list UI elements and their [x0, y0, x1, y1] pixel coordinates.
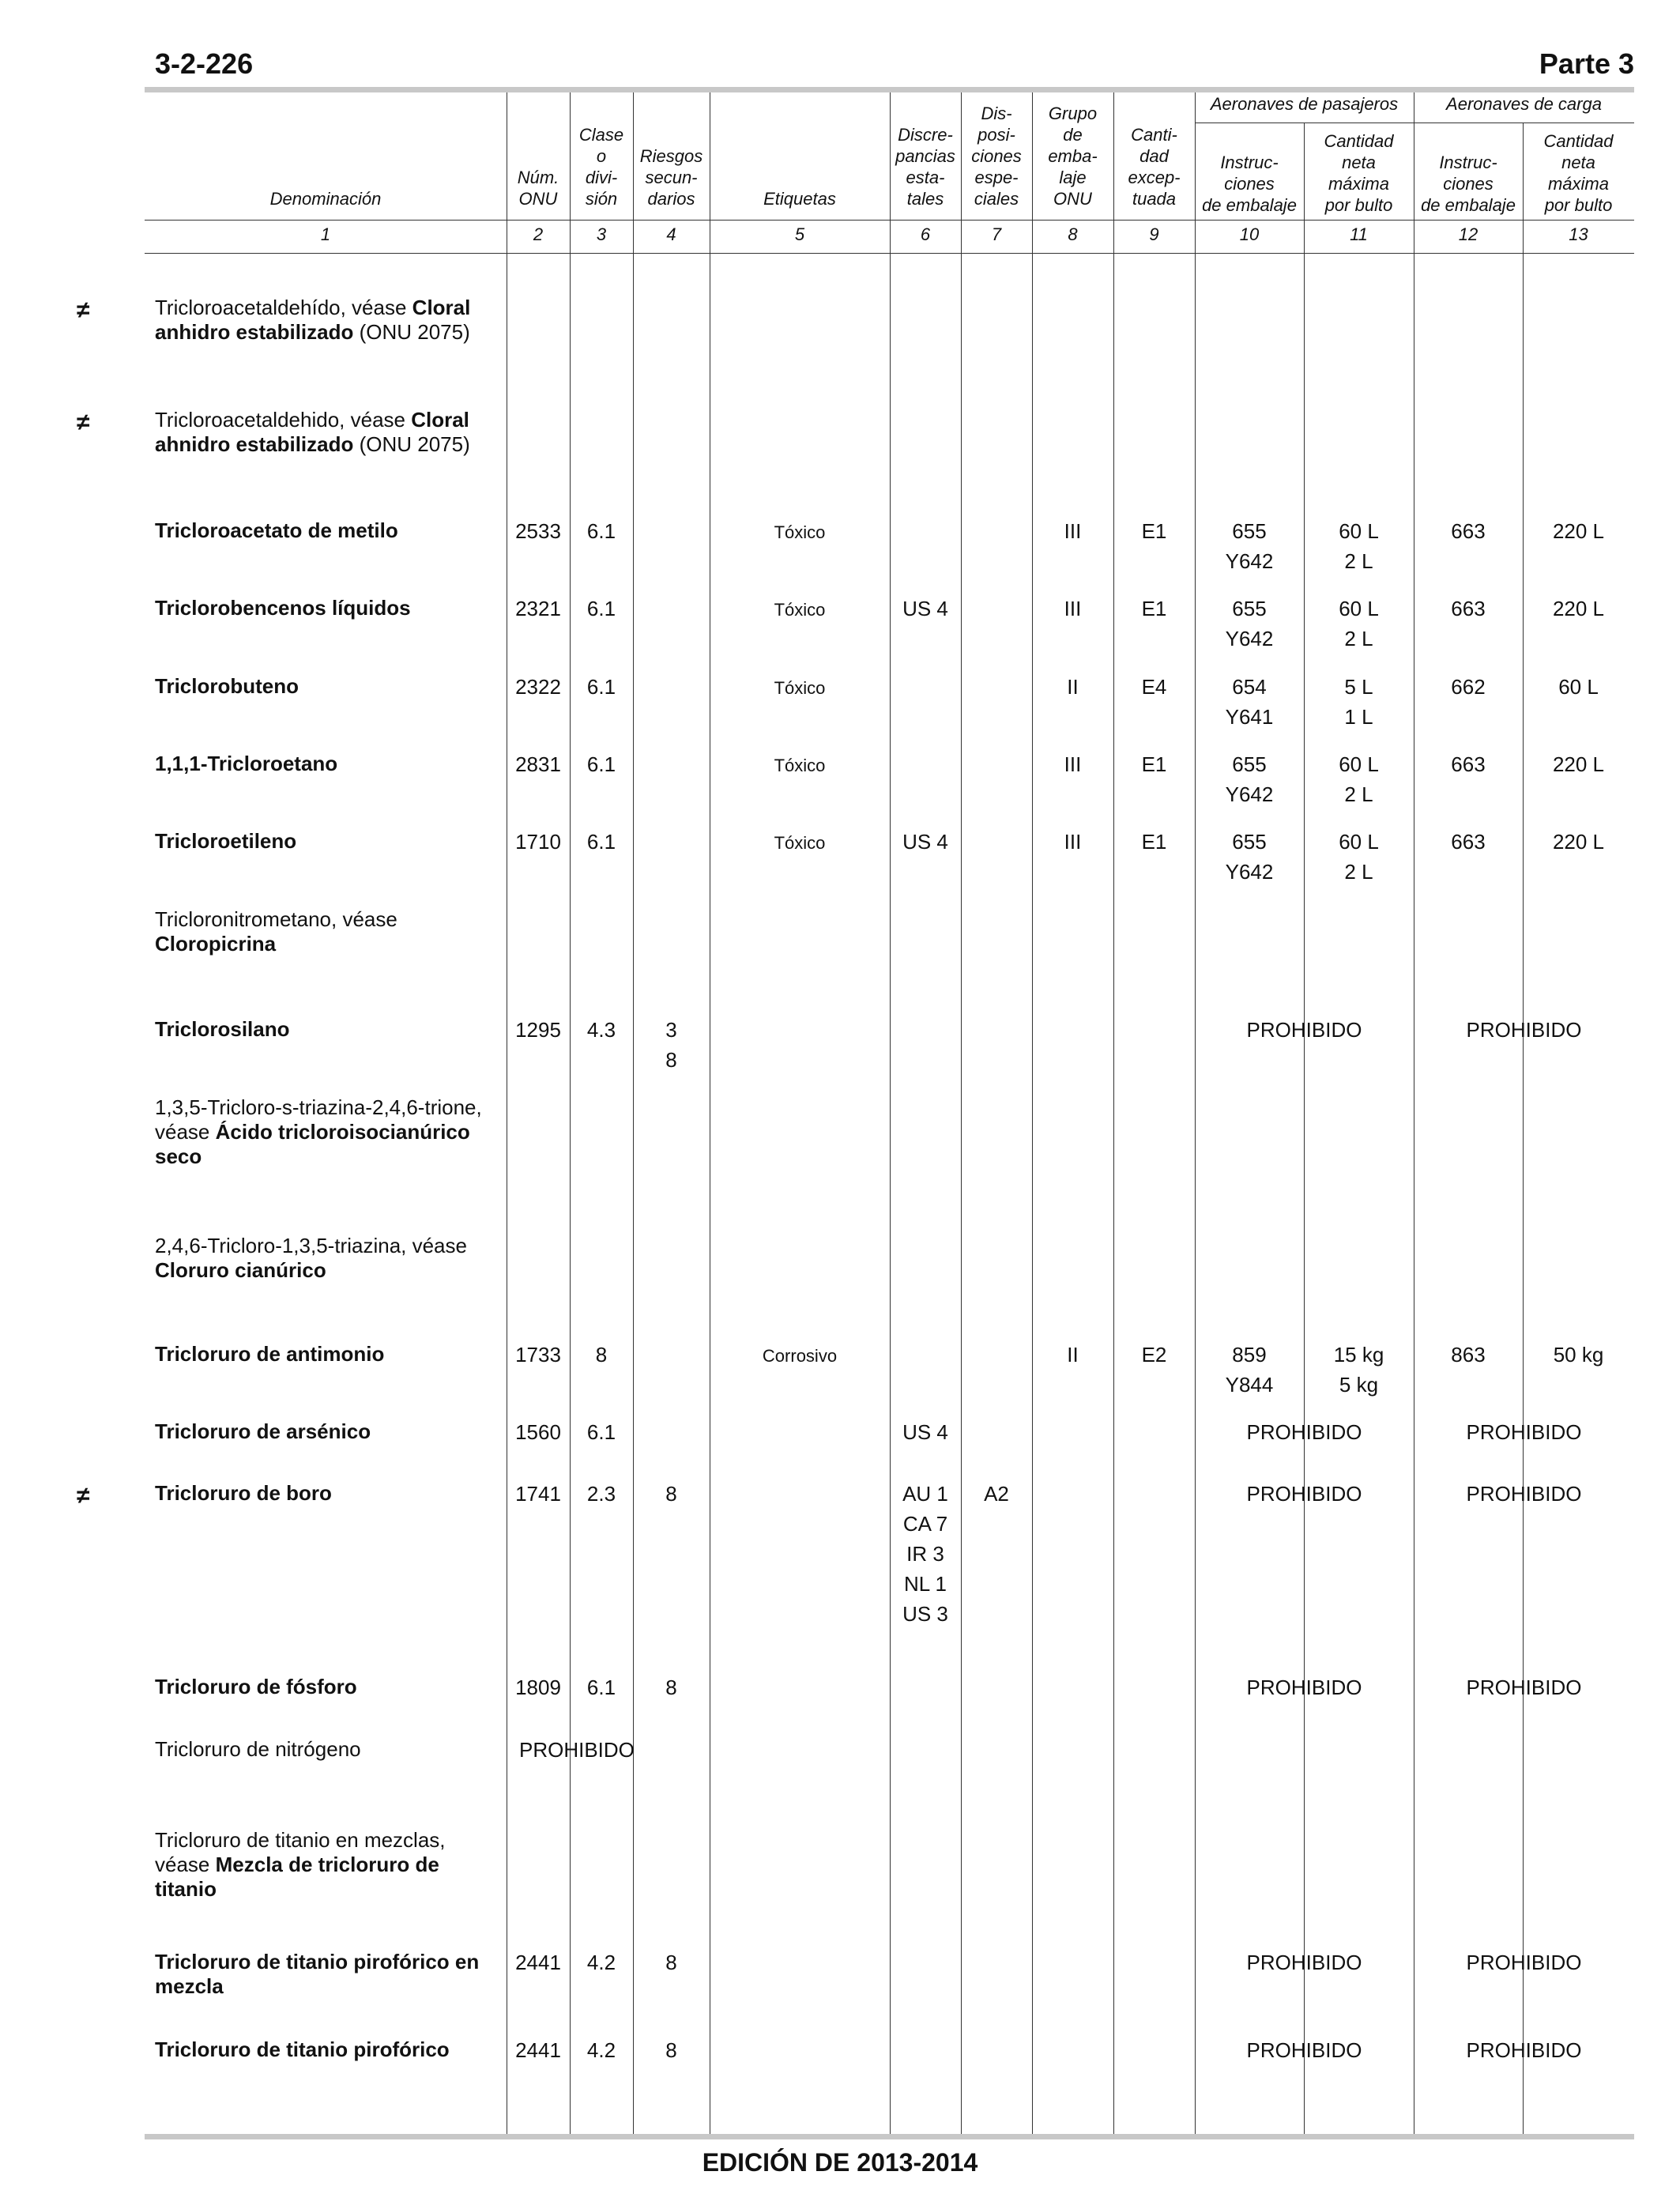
excepted-quantity: E1 — [1141, 519, 1167, 543]
group-header-carga: Aeronaves de carga — [1446, 94, 1602, 114]
hazard-label: Tóxico — [774, 600, 826, 620]
name-tail-text: (ONU 2075) — [353, 432, 470, 456]
name-text: Tricloroacetaldehido, véase — [155, 408, 412, 432]
name-bold-text: Tricloroacetato de metilo — [155, 518, 398, 542]
col-header-num-onu: Núm. ONU — [517, 168, 559, 209]
row-name — [155, 907, 503, 956]
column-divider — [1032, 92, 1033, 2134]
packing-group: III — [1064, 597, 1082, 620]
name-text: Tricloruro de titanio en mezclas, véase — [155, 1828, 446, 1876]
forbidden-all: PROHIBIDO — [519, 1738, 635, 1762]
max-quantity-cargo: 50 kg — [1553, 1343, 1604, 1367]
column-number: 4 — [666, 224, 676, 244]
packing-instruction-cargo: 663 — [1451, 597, 1486, 620]
top-rule — [145, 87, 1634, 92]
col-header-disposiciones: Dis- posi- ciones espe- ciales — [971, 104, 1022, 209]
subsidiary-risk: 3 8 — [665, 1018, 677, 1072]
name-bold-text: Cloral ahnidro estabilizado — [155, 408, 469, 456]
row-name — [155, 1950, 503, 1999]
packing-instruction-passenger: 655 Y642 — [1225, 752, 1274, 806]
state-variation: US 4 — [902, 597, 948, 620]
row-name — [155, 1675, 503, 1699]
column-divider — [961, 92, 962, 2134]
un-number: 1560 — [515, 1420, 561, 1444]
state-variation: AU 1 CA 7 IR 3 NL 1 US 3 — [902, 1482, 948, 1626]
col-header-grupo: Grupo de emba- laje ONU — [1048, 104, 1098, 209]
column-number: 7 — [991, 224, 1002, 244]
name-bold-text: Triclorobencenos líquidos — [155, 596, 411, 620]
state-variation: US 4 — [902, 1420, 948, 1444]
change-mark: ≠ — [77, 297, 90, 323]
group-header-pasajeros: Aeronaves de pasajeros — [1210, 94, 1399, 114]
name-bold-text: Cloruro cianúrico — [155, 1258, 326, 1282]
un-number: 2441 — [515, 2038, 561, 2062]
packing-instruction-cargo: 863 — [1451, 1343, 1486, 1367]
max-quantity-cargo: 60 L — [1558, 675, 1599, 699]
excepted-quantity: E1 — [1141, 830, 1167, 854]
edition-footer: EDICIÓN DE 2013-2014 — [702, 2148, 978, 2177]
packing-instruction-cargo: 662 — [1451, 675, 1486, 699]
hazard-label: Tóxico — [774, 678, 826, 698]
forbidden-passenger: PROHIBIDO — [1246, 1018, 1362, 1042]
row-name — [155, 1419, 503, 1444]
forbidden-passenger: PROHIBIDO — [1246, 1951, 1362, 1974]
hazard-label: Tóxico — [774, 833, 826, 853]
forbidden-cargo: PROHIBIDO — [1466, 1420, 1582, 1444]
packing-instruction-passenger: 655 Y642 — [1225, 519, 1274, 573]
packing-instruction-cargo: 663 — [1451, 519, 1486, 543]
excepted-quantity: E1 — [1141, 597, 1167, 620]
row-name — [155, 2038, 503, 2062]
column-divider — [570, 92, 571, 2134]
column-number: 13 — [1569, 224, 1588, 244]
packing-group: III — [1064, 752, 1082, 776]
hazard-label: Corrosivo — [762, 1346, 838, 1366]
change-mark: ≠ — [77, 409, 90, 435]
packing-instruction-cargo: 663 — [1451, 752, 1486, 776]
un-number: 1710 — [515, 830, 561, 854]
forbidden-cargo: PROHIBIDO — [1466, 1018, 1582, 1042]
class-division: 8 — [595, 1343, 608, 1367]
un-number: 2441 — [515, 1951, 561, 1974]
name-text: 2,4,6-Tricloro-1,3,5-triazina, véase — [155, 1234, 467, 1257]
name-bold-text: Triclorosilano — [155, 1017, 290, 1041]
row-name — [155, 518, 503, 543]
forbidden-cargo: PROHIBIDO — [1466, 1676, 1582, 1699]
bottom-rule — [145, 2134, 1634, 2139]
row-name — [155, 1737, 503, 1762]
subsidiary-risk: 8 — [665, 1951, 677, 1974]
name-bold-text: Tricloroetileno — [155, 829, 297, 853]
packing-instruction-passenger: 655 Y642 — [1225, 830, 1274, 884]
header-bottom-line — [145, 220, 1634, 221]
forbidden-cargo: PROHIBIDO — [1466, 1951, 1582, 1974]
column-divider — [1113, 92, 1114, 2134]
class-division: 6.1 — [586, 1420, 616, 1444]
packing-instruction-passenger: 859 Y844 — [1225, 1343, 1274, 1397]
excepted-quantity: E2 — [1141, 1343, 1167, 1367]
column-number: 11 — [1350, 224, 1368, 244]
column-number: 8 — [1068, 224, 1078, 244]
max-quantity-cargo: 220 L — [1552, 830, 1605, 854]
name-bold-text: Tricloruro de boro — [155, 1481, 332, 1505]
subsidiary-risk: 8 — [665, 1482, 677, 1506]
name-text: Tricloruro de nitrógeno — [155, 1737, 361, 1761]
column-divider — [890, 92, 891, 2134]
max-quantity-cargo: 220 L — [1552, 752, 1605, 776]
un-number: 1741 — [515, 1482, 561, 1506]
column-divider — [633, 92, 634, 2134]
row-name — [155, 829, 503, 854]
col-header-clase: Clase o divi- sión — [578, 125, 624, 209]
row-name — [155, 1095, 503, 1169]
class-division: 4.2 — [586, 2038, 616, 2062]
un-number: 2321 — [515, 597, 561, 620]
col-header-denominacion: Denominación — [269, 189, 382, 209]
row-name — [155, 1342, 503, 1367]
hazard-label: Tóxico — [774, 756, 826, 775]
max-quantity-cargo: 220 L — [1552, 519, 1605, 543]
column-number: 12 — [1458, 224, 1478, 244]
change-mark: ≠ — [77, 1483, 90, 1509]
row-name — [155, 596, 503, 620]
row-name — [155, 1234, 503, 1283]
name-bold-text: Tricloruro de antimonio — [155, 1342, 385, 1366]
class-division: 4.2 — [586, 1951, 616, 1974]
un-number: 1295 — [515, 1018, 561, 1042]
column-number: 5 — [794, 224, 805, 244]
un-number: 1809 — [515, 1676, 561, 1699]
packing-instruction-passenger: 655 Y642 — [1225, 597, 1274, 650]
number-row-bottom-line — [145, 253, 1634, 254]
col-header-etiquetas: Etiquetas — [763, 189, 836, 209]
row-name — [155, 752, 503, 776]
packing-group: II — [1067, 1343, 1079, 1367]
column-number: 2 — [533, 224, 544, 244]
packing-group: III — [1064, 830, 1082, 854]
max-quantity-passenger: 60 L 2 L — [1339, 519, 1379, 573]
column-number: 9 — [1149, 224, 1159, 244]
packing-instruction-cargo: 663 — [1451, 830, 1486, 854]
row-name — [155, 296, 503, 345]
name-bold-text: Cloral anhidro estabilizado — [155, 296, 471, 344]
forbidden-passenger: PROHIBIDO — [1246, 1676, 1362, 1699]
column-divider — [1304, 123, 1305, 2134]
forbidden-cargo: PROHIBIDO — [1466, 2038, 1582, 2062]
forbidden-passenger: PROHIBIDO — [1246, 2038, 1362, 2062]
name-bold-text: 1,1,1-Tricloroetano — [155, 752, 338, 775]
subsidiary-risk: 8 — [665, 1676, 677, 1699]
max-quantity-passenger: 15 kg 5 kg — [1333, 1343, 1384, 1397]
class-division: 2.3 — [586, 1482, 616, 1506]
row-name — [155, 408, 503, 457]
row-name — [155, 674, 503, 699]
class-division: 6.1 — [586, 675, 616, 699]
row-name — [155, 1481, 503, 1506]
col-header-cant-carga: Cantidad neta máxima por bulto — [1543, 131, 1614, 215]
class-division: 6.1 — [586, 830, 616, 854]
column-number: 1 — [320, 224, 331, 244]
column-number: 10 — [1239, 224, 1260, 244]
excepted-quantity: E1 — [1141, 752, 1167, 776]
class-division: 4.3 — [586, 1018, 616, 1042]
class-division: 6.1 — [586, 752, 616, 776]
name-text: Tricloronitrometano, véase — [155, 907, 397, 931]
un-number: 2533 — [515, 519, 561, 543]
col-header-instr-pasajeros: Instruc- ciones de embalaje — [1202, 153, 1297, 215]
state-variation: US 4 — [902, 830, 948, 854]
max-quantity-passenger: 60 L 2 L — [1339, 597, 1379, 650]
class-division: 6.1 — [586, 597, 616, 620]
max-quantity-cargo: 220 L — [1552, 597, 1605, 620]
name-bold-text: Tricloruro de titanio pirofórico — [155, 2038, 450, 2061]
max-quantity-passenger: 60 L 2 L — [1339, 830, 1379, 884]
un-number: 2831 — [515, 752, 561, 776]
col-header-riesgos: Riesgos secun- darios — [639, 146, 703, 209]
packing-group: II — [1067, 675, 1079, 699]
class-division: 6.1 — [586, 519, 616, 543]
name-bold-text: Tricloruro de titanio pirofórico en mezcla — [155, 1950, 480, 1998]
col-header-discrepancias: Discre- pancias esta- tales — [895, 125, 955, 209]
max-quantity-passenger: 60 L 2 L — [1339, 752, 1379, 806]
forbidden-passenger: PROHIBIDO — [1246, 1420, 1362, 1444]
max-quantity-passenger: 5 L 1 L — [1344, 675, 1373, 729]
name-bold-text: Ácido tricloroisocianúrico seco — [155, 1120, 470, 1168]
packing-instruction-passenger: 654 Y641 — [1225, 675, 1274, 729]
forbidden-cargo: PROHIBIDO — [1466, 1482, 1582, 1506]
part-label: Parte 3 — [1539, 47, 1634, 80]
col-header-cantidad-exceptuada: Canti- dad excep- tuada — [1128, 125, 1181, 209]
class-division: 6.1 — [586, 1676, 616, 1699]
column-number: 3 — [596, 224, 607, 244]
col-header-instr-carga: Instruc- ciones de embalaje — [1421, 153, 1516, 215]
name-text: Tricloroacetaldehído, véase — [155, 296, 412, 319]
column-divider — [1523, 123, 1524, 2134]
un-number: 2322 — [515, 675, 561, 699]
subsidiary-risk: 8 — [665, 2038, 677, 2062]
un-number: 1733 — [515, 1343, 561, 1367]
row-name — [155, 1017, 503, 1042]
hazard-label: Tóxico — [774, 522, 826, 542]
forbidden-passenger: PROHIBIDO — [1246, 1482, 1362, 1506]
name-text: 1,3,5-Tricloro-s-triazina-2,4,6-trione, véase — [155, 1095, 482, 1144]
name-bold-text: Mezcla de tricloruro de titanio — [155, 1853, 439, 1901]
name-bold-text: Triclorobuteno — [155, 674, 299, 698]
column-number: 6 — [920, 224, 931, 244]
name-bold-text: Tricloruro de fósforo — [155, 1675, 357, 1698]
row-name — [155, 1828, 503, 1902]
name-bold-text: Cloropicrina — [155, 932, 277, 956]
packing-group: III — [1064, 519, 1082, 543]
special-provision: A2 — [984, 1482, 1009, 1506]
column-divider — [1195, 92, 1196, 2134]
col-header-cant-pasajeros: Cantidad neta máxima por bulto — [1324, 131, 1394, 215]
page-number: 3-2-226 — [155, 47, 254, 80]
excepted-quantity: E4 — [1141, 675, 1167, 699]
name-bold-text: Tricloruro de arsénico — [155, 1419, 371, 1443]
name-tail-text: (ONU 2075) — [353, 320, 470, 344]
